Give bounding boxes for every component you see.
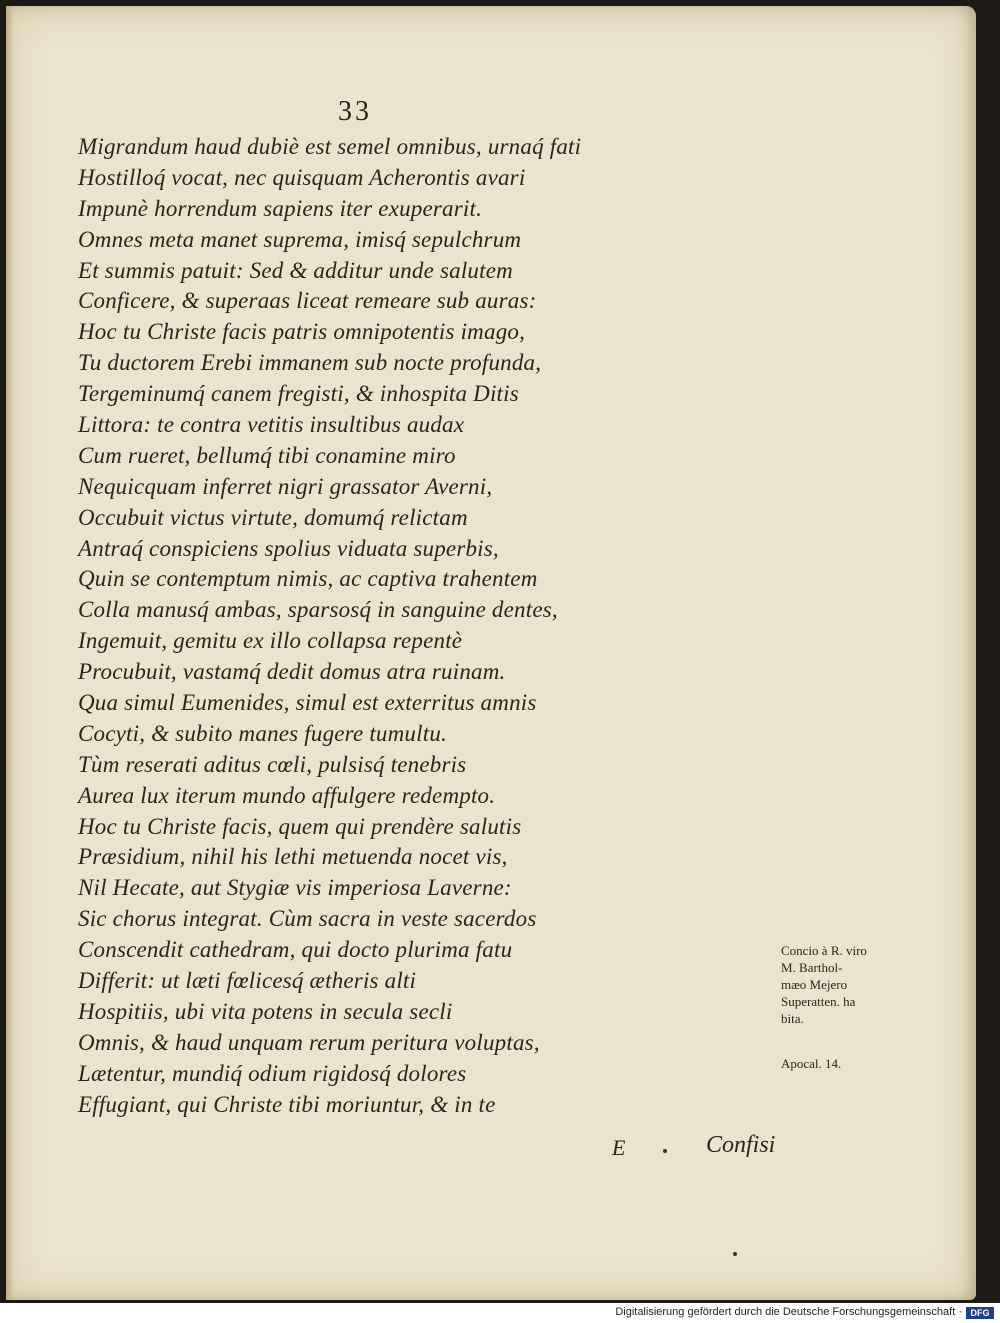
marginal-note-line: Superatten. ha (781, 994, 856, 1009)
verse-line: Et summis patuit: Sed & additur unde salutem (78, 257, 513, 283)
verse-line: Omnes meta manet suprema, imisq́ sepulchrum (78, 226, 522, 252)
page-binding-shadow (6, 6, 14, 1300)
verse-line: Hoc tu Christe facis patris omnipotentis imago, (78, 319, 526, 345)
verse-line: Hostilloq́ vocat, nec quisquam Acherontis avari (78, 164, 526, 190)
verse-line: Qua simul Eumenides, simul est exterritus amnis (78, 690, 537, 716)
verse-line: Tergeminumq́ canem fregisti, & inhospita Ditis (78, 381, 519, 407)
catchword: Confisi (706, 1132, 776, 1158)
ink-speck (733, 1252, 737, 1256)
verse-line: Conscendit cathedram, qui docto plurima fatu (78, 937, 513, 963)
marginal-note-line: Concio à R. viro (781, 943, 867, 958)
verse-line: Colla manusq́ ambas, sparsosq́ in sanguine dentes, (78, 597, 558, 623)
signature-mark: E (612, 1135, 626, 1160)
verse-line: Conficere, & superaas liceat remeare sub auras: (78, 288, 537, 314)
verse-line: Lætentur, mundiq́ odium rigidosq́ dolores (78, 1060, 467, 1086)
verse-line: Antraq́ conspiciens spolius viduata superbis, (78, 535, 499, 561)
verse-line: Impunè horrendum sapiens iter exuperarit. (78, 195, 483, 221)
verse-line: Hoc tu Christe facis, quem qui prendère salutis (78, 813, 522, 839)
ink-speck (663, 1149, 667, 1153)
verse-line: Migrandum haud dubiè est semel omnibus, urnaq́ fati (78, 134, 582, 159)
dfg-logo: DFG (966, 1307, 994, 1319)
verse-line: Occubuit victus virtute, domumq́ relictam (78, 504, 468, 530)
marginal-reference: Apocal. 14. (781, 1056, 842, 1071)
verse-line: Tu ductorem Erebi immanem sub nocte profunda, (78, 350, 542, 376)
verse-line: Præsidium, nihil his lethi metuenda nocet vis, (78, 844, 508, 870)
verse-line: Differit: ut læti fœlicesq́ ætheris alti (78, 968, 417, 994)
verse-line: Hospitiis, ubi vita potens in secula secli (78, 998, 453, 1024)
verse-line: Cum rueret, bellumq́ tibi conamine miro (78, 442, 456, 468)
marginal-note (781, 942, 921, 1027)
verse-line: Nil Hecate, aut Stygiæ vis imperiosa Laverne: (78, 875, 512, 901)
funding-credit: Digitalisierung gefördert durch die Deutsche Forschungsgemeinschaft · (615, 1306, 962, 1318)
marginal-note-line: M. Barthol- (781, 960, 843, 975)
marginal-note-line: bita. (781, 1011, 804, 1026)
verse-line: Sic chorus integrat. Cùm sacra in veste sacerdos (78, 906, 537, 932)
footer-bar (0, 1303, 1000, 1323)
verse-line: Cocyti, & subito manes fugere tumultu. (78, 720, 447, 746)
verse-line: Quin se contemptum nimis, ac captiva trahentem (78, 566, 538, 592)
verse-text (78, 132, 678, 1121)
verse-line: Effugiant, qui Christe tibi moriuntur, & in te (78, 1091, 496, 1117)
page-number: 33 (338, 96, 372, 127)
verse-line: Procubuit, vastamq́ dedit domus atra ruinam. (78, 659, 506, 685)
verse-line: Tùm reserati aditus cœli, pulsisq́ tenebris (78, 751, 467, 777)
verse-line: Omnis, & haud unquam rerum peritura voluptas, (78, 1029, 540, 1055)
marginal-note-line: mæo Mejero (781, 977, 848, 992)
verse-line: Ingemuit, gemitu ex illo collapsa repentè (78, 628, 463, 654)
verse-line: Aurea lux iterum mundo affulgere redempto. (78, 782, 496, 808)
verse-line: Littora: te contra vetitis insultibus audax (78, 412, 465, 438)
verse-line: Nequicquam inferret nigri grassator Averni, (78, 473, 493, 499)
